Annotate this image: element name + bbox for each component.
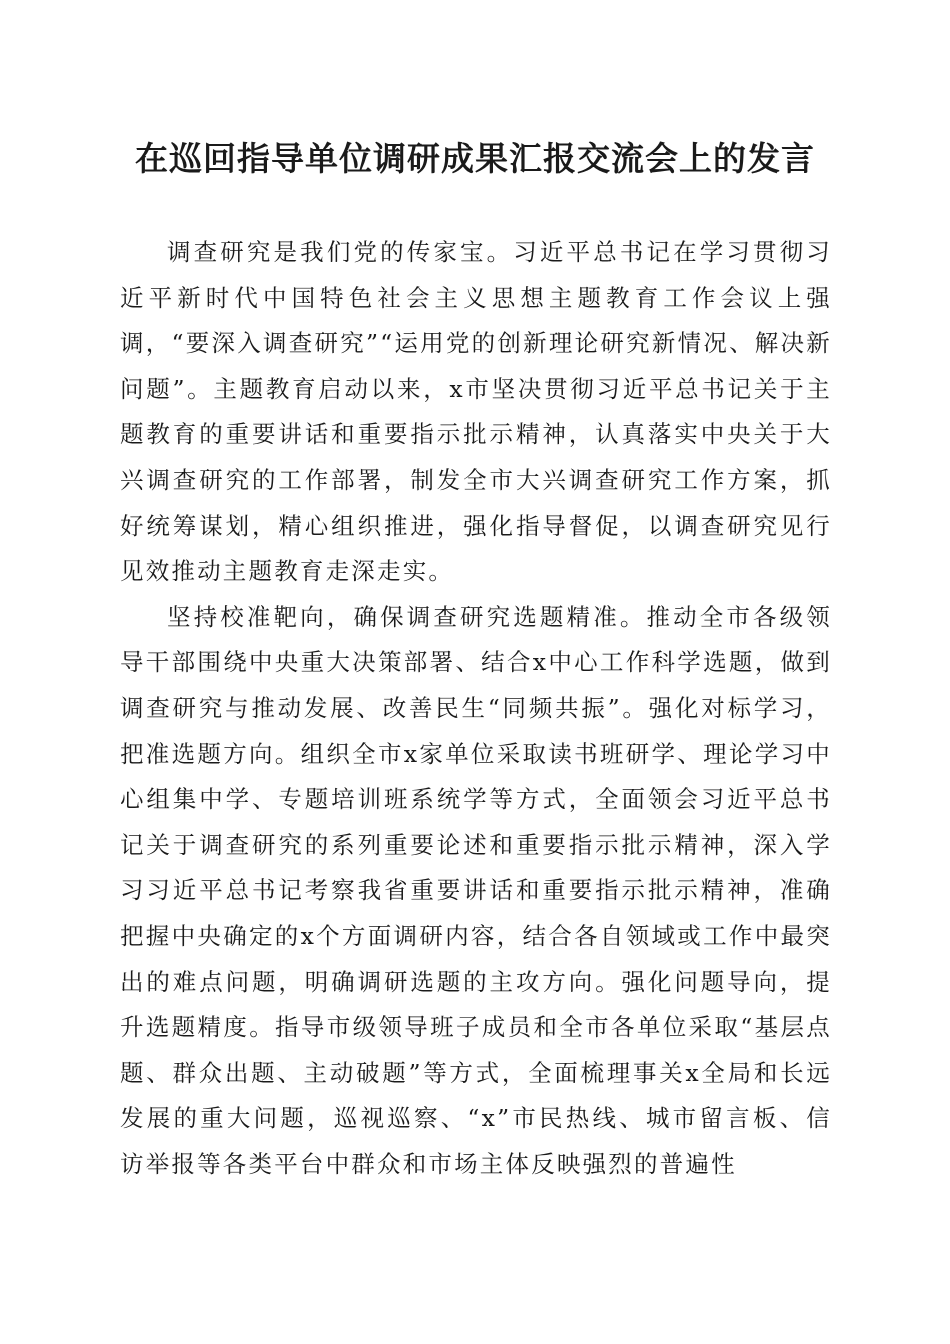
paragraph-intro: 调查研究是我们党的传家宝。习近平总书记在学习贯彻习近平新时代中国特色社会主义思想主题教育工作会议上强调，“要深入调查研究”“运用党的创新理论研究新情况、解决新问题”。主题教育启动以来，x市坚决贯彻习近平总书记关于主题教育的重要讲话和重要指示批示精神，认真落实中央关于大兴调查研究的工作部署，制发全市大兴调查研究工作方案，抓好统筹谋划，精心组织推进，强化指导督促，以调查研究见行见效推动主题教育走深走实。 [120, 238, 832, 586]
document-title: 在巡回指导单位调研成果汇报交流会上的发言 [135, 139, 815, 178]
document-body [120, 230, 832, 1187]
paragraph-topic-selection: 坚持校准靶向，确保调查研究选题精准。推动全市各级领导干部围绕中央重大决策部署、结合x中心工作科学选题，做到调查研究与推动发展、改善民生“同频共振”。强化对标学习，把准选题方向。组织全市x家单位采取读书班研学、理论学习中心组集中学、专题培训班系统学等方式，全面领会习近平总书记关于调查研究的系列重要论述和重要指示批示精神，深入学习习近平总书记考察我省重要讲话和重要指示批示精神，准确把握中央确定的x个方面调研内容，结合各自领域或工作中最突出的难点问题，明确调研选题的主攻方向。强化问题导向，提升选题精度。指导市级领导班子成员和全市各单位采取“基层点题、群众出题、主动破题”等方式，全面梳理事关x全局和长远发展的重大问题，巡视巡察、“x”市民热线、城市留言板、信访举报等各类平台中群众和市场主体反映强烈的普遍性 [120, 602, 832, 1178]
